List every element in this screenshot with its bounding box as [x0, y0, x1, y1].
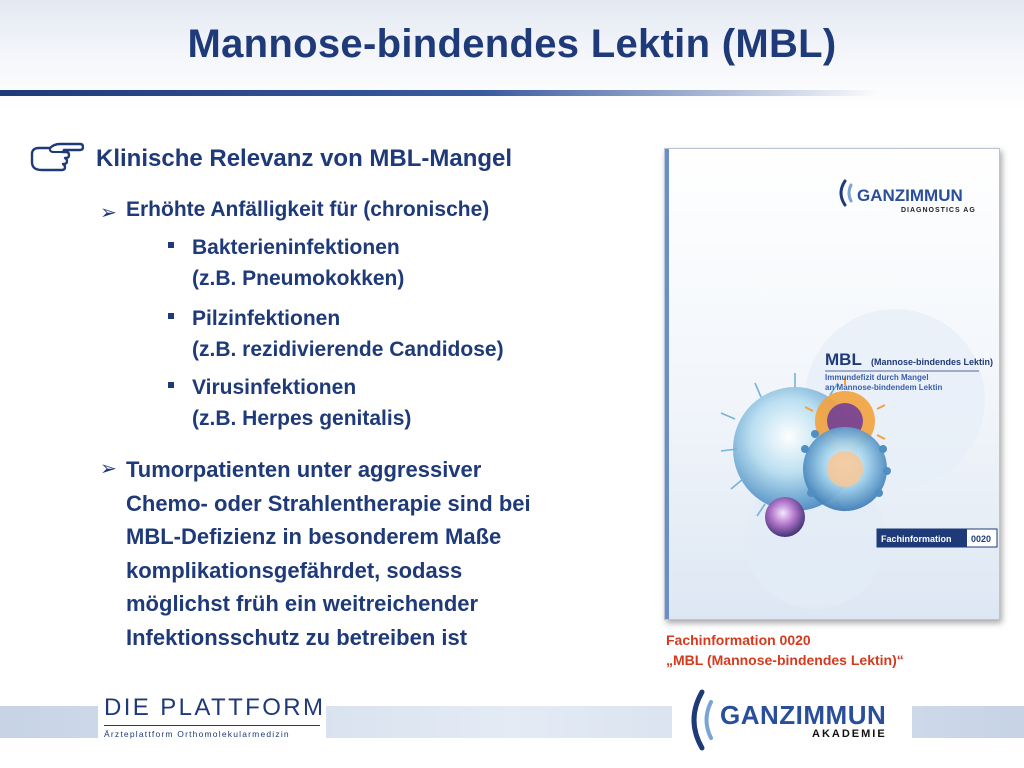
bullet-text: Erhöhte Anfälligkeit für (chronische): [126, 198, 490, 221]
square-bullet-icon: [168, 242, 174, 248]
sub-item-line1: Virusinfektionen: [192, 376, 357, 399]
plattform-logo: [98, 694, 326, 750]
caption-line2: „MBL (Mannose-bindendes Lektin)“: [666, 652, 904, 668]
plattform-title: DIE PLATTFORM: [104, 694, 326, 721]
caption-line1: Fachinformation 0020: [666, 632, 811, 648]
booklet-title-paren: (Mannose-bindendes Lektin): [871, 357, 994, 367]
booklet-brand-sub: DIAGNOSTICS AG: [901, 207, 976, 214]
paragraph-line: möglichst früh ein weitreichender: [126, 591, 479, 616]
sub-item-line2: (z.B. Pneumokokken): [192, 267, 405, 290]
section-heading: Klinische Relevanz von MBL-Mangel: [96, 145, 513, 172]
akademie-label: AKADEMIE: [812, 728, 887, 740]
sub-item: [192, 372, 411, 434]
plattform-subtitle: Ärzteplattform Orthomolekularmedizin: [104, 729, 290, 739]
booklet-tag-number: 0020: [971, 534, 992, 544]
sub-item-line1: Bakterieninfektionen: [192, 236, 400, 259]
title-underline: [0, 90, 880, 96]
sub-item-line1: Pilzinfektionen: [192, 307, 341, 330]
booklet-caption: [666, 630, 904, 670]
hand-pointer-icon: [30, 140, 84, 174]
plattform-divider: [104, 725, 320, 726]
ganzimmun-akademie-logo: [672, 686, 912, 754]
booklet-cover-image: [664, 148, 1000, 620]
booklet-tag-label: Fachinformation: [881, 534, 952, 544]
square-bullet-icon: [168, 313, 174, 319]
ganzimmun-logo-icon: [680, 688, 720, 752]
arrow-bullet-icon: ➢: [100, 202, 117, 224]
ganzimmun-brand: GANZIMMUN: [720, 700, 887, 730]
booklet-subtitle: an Mannose-bindendem Lektin: [825, 383, 943, 392]
slide-title: Mannose-bindendes Lektin (MBL): [187, 22, 837, 66]
paragraph-line: Tumorpatienten unter aggressiver: [126, 457, 482, 482]
booklet-subtitle: Immundefizit durch Mangel: [825, 373, 929, 382]
square-bullet-icon: [168, 382, 174, 388]
paragraph-line: komplikationsgefährdet, sodass: [126, 557, 463, 583]
paragraph-line: MBL-Defizienz in besonderem Maße: [126, 524, 502, 549]
sub-item-line2: (z.B. Herpes genitalis): [192, 407, 412, 430]
sub-item: [192, 303, 504, 365]
sub-item-line2: (z.B. rezidivierende Candidose): [192, 338, 504, 361]
sub-item: [192, 232, 404, 294]
paragraph-line: Infektionsschutz zu betreiben ist: [126, 624, 468, 650]
bullet-paragraph: [126, 453, 626, 654]
booklet-title: MBL: [825, 350, 862, 369]
booklet-brand: GANZIMMUN: [857, 186, 963, 205]
arrow-bullet-icon: ➢: [100, 458, 117, 480]
paragraph-line: Chemo- oder Strahlentherapie sind bei: [126, 490, 531, 516]
